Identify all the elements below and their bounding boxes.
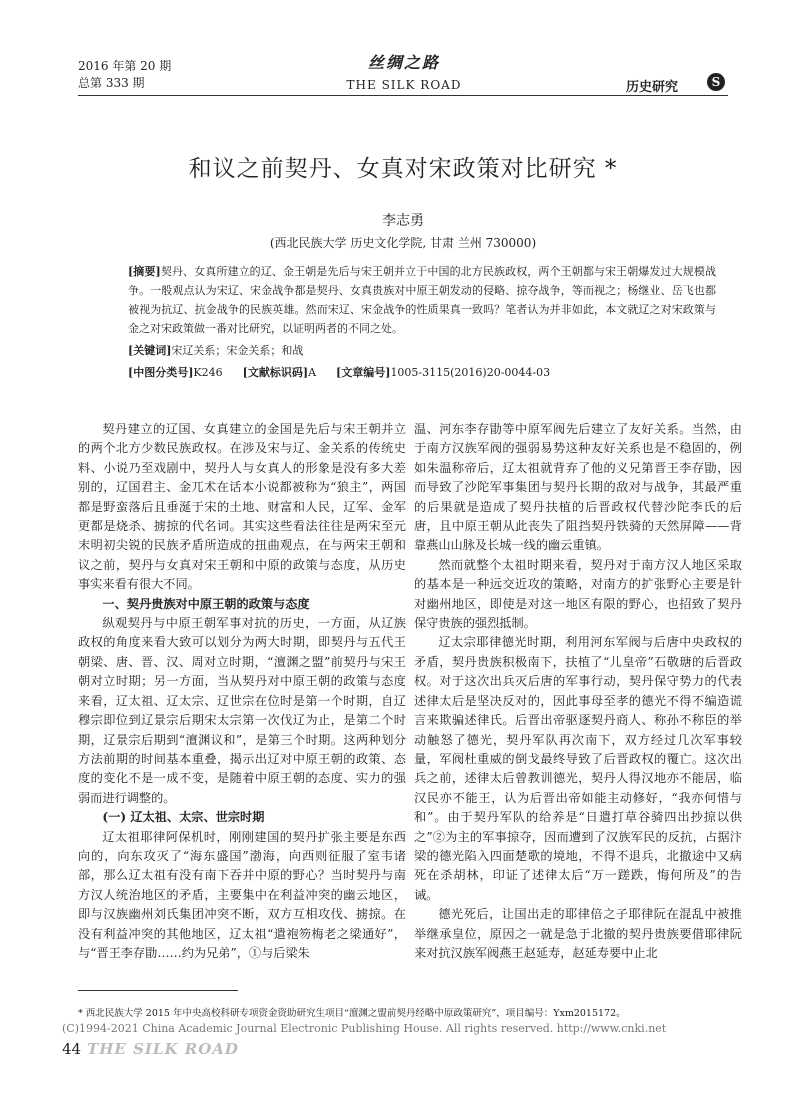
copyright-line: (C)1994-2021 China Academic Journal Electronic Publishing House. All rights reserved. http://www.cnki.net (62, 1022, 667, 1035)
paragraph: 契丹建立的辽国、女真建立的金国是先后与宋王朝并立的两个北方少数民族政权。在涉及宋与辽、金关系的传统史料、小说乃至戏剧中，契丹人与女真人的形象是没有多大差别的，辽国君主、金兀术在话本小说都被称为“狼主”，两国都是野蛮落后且垂涎于宋的土地、财富和人民，辽军、金军更都是烧杀、掳掠的代名词。其实这些看法往往是两宋至元末明初尖锐的民族矛盾所造成的扭曲观点，在与两宋王朝和议之前，契丹与女真对宋王朝和中原的政策与态度，从历史事实来看有很大不同。 (78, 422, 406, 592)
column-icon: S (707, 73, 725, 91)
abstract-text: 契丹、女真所建立的辽、金王朝是先后与宋王朝并立于中国的北方民族政权，两个王朝都与宋王朝爆发过大规模战争。一般观点认为宋辽、宋金战争都是契丹、女真贵族对中原王朝发动的侵略、掠夺战争，等而视之；杨继业、岳飞也都被视为抗辽、抗金战争的民族英雄。然而宋辽、宋金战争的性质果真一致吗？笔者认为并非如此，本文就辽之对宋政策与金之对宋政策做一番对比研究，以证明两者的不同之处。 (128, 265, 716, 335)
footnote-rule (78, 990, 238, 991)
subsection-heading: (一) 辽太祖、太宗、世宗时期 (102, 810, 265, 825)
author-name: 李志勇 (382, 213, 424, 229)
column-name: 历史研究 (626, 80, 679, 95)
clc-label: [中图分类号] (128, 366, 194, 379)
page-footer (62, 1040, 239, 1058)
paragraph: 然而就整个太祖时期来看，契丹对于南方汉人地区采取的基本是一种远交近攻的策略，对南方的扩张野心主要是针对幽州地区，即使是对这一地区有限的野心，也招致了契丹保守贵族的强烈抵制。 (414, 557, 742, 631)
classification-row (128, 363, 716, 382)
clc-value: K246 (193, 366, 223, 379)
abstract-label: [摘要] (128, 265, 161, 278)
section-heading: 一、契丹贵族对中原王朝的政策与态度 (102, 596, 310, 611)
issue-total: 总第 333 期 (78, 76, 145, 90)
author-affiliation: (西北民族大学 历史文化学院, 甘肃 兰州 730000) (269, 236, 537, 250)
paragraph: 德光死后，让国出走的耶律倍之子耶律阮在混乱中被推举继承皇位，原因之一就是急于北撤的契丹贵族要借耶律阮来对抗汉族军阀燕王赵延寿，赵延寿要中止北 (414, 907, 742, 960)
abstract (128, 262, 716, 338)
header-rule (78, 95, 728, 96)
footnote: * 西北民族大学 2015 年中央高校科研专项资金资助研究生项目“澶渊之盟前契丹经略中原政策研究”，项目编号：Yxm2015172。 (78, 1008, 626, 1019)
body-column-right (414, 420, 742, 963)
doc-code-value: A (308, 366, 317, 379)
abstract-block (128, 262, 716, 382)
journal-logo-cn: 丝绸之路 (367, 53, 440, 72)
article-no-label: [文章编号] (336, 366, 391, 379)
paragraph: 辽太宗耶律德光时期，利用河东军阀与后唐中央政权的矛盾，契丹贵族积极南下，扶植了“儿皇帝”石敬瑭的后晋政权。对于这次出兵灭后唐的军事行动，契丹保守势力的代表述律太后是坚决反对的，因此事母至孝的德光不得不编造谎言来欺骗述律氏。后晋出帝驱逐契丹商人、称孙不称臣的举动触怒了德光，契丹军队再次南下，双方经过几次军事较量，军阀杜重威的倒戈最终导致了后晋政权的覆亡。这次出兵之前，述律太后曾教训德光，契丹人得汉地亦不能居，临汉民亦不能王，认为后晋出帝如能主动修好，“我亦何惜与和”。由于契丹军队的给养是“日遣打草谷骑四出抄掠以供之”②为主的军事掠夺，因而遭到了汉族军民的反抗，占据汴梁的德光陷入四面楚歌的境地，不得不退兵，北撤途中又病死在杀胡林，印证了述律太后“万一蹉跌，悔何所及”的告诫。 (414, 635, 742, 902)
keywords-text: 宋辽关系；宋金关系；和战 (171, 344, 304, 357)
article-title: 和议之前契丹、女真对宋政策对比研究 * (188, 156, 618, 182)
page-number: 44 (62, 1040, 82, 1058)
paragraph: 温、河东李存勖等中原军阀先后建立了友好关系。当然，由于南方汉族军阀的强弱易势这种友好关系也是不稳固的，例如朱温称帝后，辽太祖就背弃了他的义兄第晋王李存勖，因而导致了沙陀军事集团与契丹长期的敌对与战争，其最严重的后果就是造成了契丹扶植的后晋政权代替沙陀李氏的后唐，且中原王朝从此丧失了阻挡契丹铁骑的天然屏障——背靠燕山山脉及长城一线的幽云重镇。 (414, 422, 742, 553)
paragraph: 辽太祖耶律阿保机时，刚刚建国的契丹扩张主要是东西向的，向东攻灭了“海东盛国”渤海，向西则征服了室韦诸部，那么辽太祖有没有南下吞并中原的野心？当时契丹与南方汉人统治地区的矛盾，主要集中在利益冲突的幽云地区，即与汉族幽州刘氏集团冲突不断，双方互相攻伐、掳掠。在没有利益冲突的其他地区，辽太祖“遣袍笏梅老之梁通好”，与“晋王李存勖……约为兄弟”，①与后梁朱 (78, 829, 406, 960)
issue-number: 2016 年第 20 期 (78, 59, 172, 73)
body-column-left (78, 420, 406, 963)
doc-code-label: [文献标识码] (242, 366, 309, 379)
article-no-value: 1005-3115(2016)20-0044-03 (390, 366, 551, 379)
keywords-label: [关键词] (128, 344, 172, 357)
issue-info (78, 58, 171, 92)
footer-journal-name: THE SILK ROAD (87, 1040, 239, 1058)
paragraph: 纵观契丹与中原王朝军事对抗的历史，一方面，从辽族政权的角度来看大致可以划分为两大时期，即契丹与五代王朝梁、唐、晋、汉、周对立时期，“澶渊之盟”前契丹与宋王朝对立时期；另一方面，当从契丹对中原王朝的政策与态度来看，辽太祖、辽太宗、辽世宗在位时是第一个时期，自辽穆宗即位到辽景宗后期宋太宗第一次伐辽为止，是第二个时期，辽景宗后期到“澶渊议和”，是第三个时期。这两种划分方法前期的时间基本重叠，揭示出辽对中原王朝的政策、态度的变化不是一成不变，是随着中原王朝的态度、实力的强弱而进行调整的。 (78, 616, 406, 805)
journal-name-en: THE SILK ROAD (346, 78, 462, 92)
keywords (128, 341, 716, 360)
